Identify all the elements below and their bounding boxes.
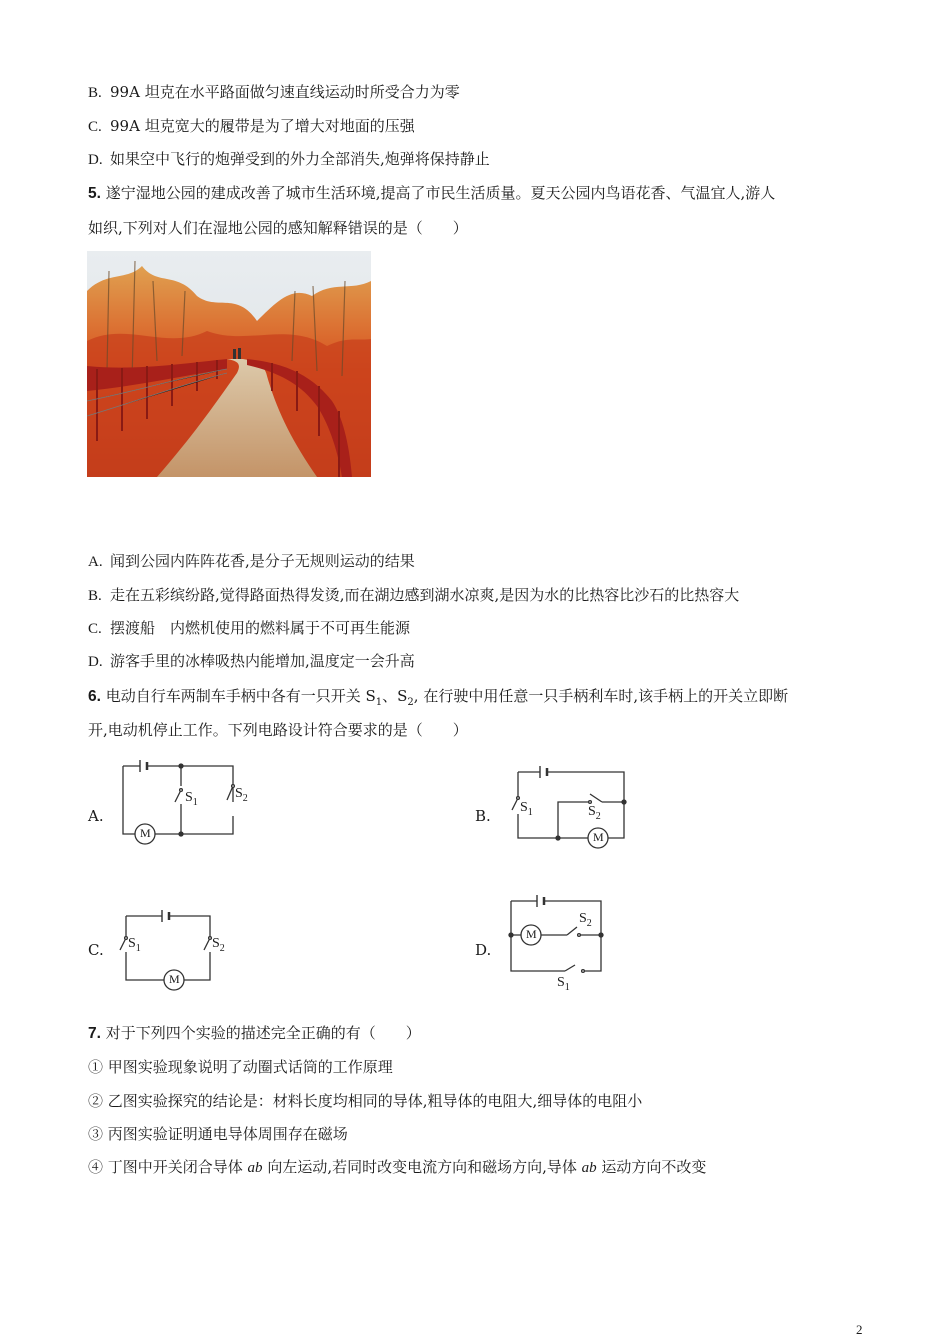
circuit-c <box>112 906 236 992</box>
switch-letter: S <box>212 936 220 951</box>
item-text: ④ 丁图中开关闭合导体 <box>88 1158 248 1176</box>
question-number: 5. <box>88 185 101 202</box>
motor-symbol: M <box>526 927 537 941</box>
subscript: 2 <box>219 942 225 954</box>
question-text: 开,电动机停止工作。下列电路设计符合要求的是（ ） <box>88 721 468 739</box>
option-letter: B. <box>88 85 102 101</box>
circuit-d <box>505 893 611 995</box>
option-letter: D. <box>88 654 103 670</box>
q7-item-1: ① 甲图实验现象说明了动圈式话筒的工作原理 <box>88 1058 393 1076</box>
q7-stem <box>88 1023 421 1044</box>
switch-s2-label <box>235 786 248 804</box>
switch-s1-label <box>185 790 198 808</box>
circuit-option-b-letter: B. <box>475 807 491 825</box>
question-text: 电动自行车两制车手柄中各有一只开关 S <box>105 687 376 705</box>
switch-letter: S <box>520 800 528 815</box>
q5-stem-line1 <box>88 183 775 204</box>
question-text: , 在行驶中用任意一只手柄利车时,该手柄上的开关立即断 <box>413 687 789 705</box>
option-text: 摆渡船 内燃机使用的燃料属于不可再生能源 <box>110 619 411 637</box>
q7-item-4 <box>88 1157 706 1178</box>
option-text: 闻到公园内阵阵花香,是分子无规则运动的结果 <box>110 552 415 570</box>
question-text: 遂宁湿地公园的建成改善了城市生活环境,提高了市民生活质量。夏天公园内鸟语花香、气温宜人,游人 <box>105 184 776 202</box>
motor-symbol: M <box>140 826 151 840</box>
subscript: 2 <box>586 917 592 929</box>
switch-s1-label <box>557 975 570 993</box>
q4-option-c <box>88 116 415 137</box>
subscript: 1 <box>192 796 198 808</box>
option-text: 99A 坦克在水平路面做匀速直线运动时所受合力为零 <box>110 83 460 101</box>
subscript: 1 <box>564 981 570 993</box>
motor-symbol: M <box>169 972 180 986</box>
circuit-option-a-letter: A. <box>88 807 104 825</box>
switch-letter: S <box>128 936 136 951</box>
switch-s1-label <box>128 936 141 954</box>
option-letter: D. <box>88 152 103 168</box>
circuit-option-d-letter: D. <box>475 941 492 959</box>
option-letter: C. <box>88 621 102 637</box>
switch-letter: S <box>579 911 587 926</box>
wetland-park-photo <box>87 251 371 477</box>
option-text: 99A 坦克宽大的履带是为了增大对地面的压强 <box>110 117 415 135</box>
q5-option-b <box>88 585 739 606</box>
q5-stem-line2 <box>88 218 468 238</box>
q7-item-3: ③ 丙图实验证明通电导体周围存在磁场 <box>88 1125 348 1143</box>
option-text: 如果空中飞行的炮弹受到的外力全部消失,炮弹将保持静止 <box>110 150 490 168</box>
circuit-a <box>115 758 255 850</box>
option-letter: A. <box>88 554 103 570</box>
circuit-option-c-letter: C. <box>88 941 104 959</box>
subscript: 1 <box>135 942 141 954</box>
item-text: 向左运动,若同时改变电流方向和磁场方向,导体 <box>262 1158 582 1176</box>
subscript: 1 <box>527 806 533 818</box>
question-number: 6. <box>88 688 101 705</box>
switch-s2-label <box>212 936 225 954</box>
q6-stem-line1 <box>88 686 788 713</box>
q5-option-a <box>88 551 415 572</box>
q5-option-d <box>88 651 415 672</box>
option-text: 走在五彩缤纷路,觉得路面热得发烫,而在湖边感到湖水凉爽,是因为水的比热容比沙石的比热容大 <box>110 586 740 604</box>
subscript: 2 <box>595 810 601 822</box>
switch-letter: S <box>557 975 565 990</box>
option-letter: C. <box>88 119 102 135</box>
switch-s2-label <box>579 911 592 929</box>
question-text: 对于下列四个实验的描述完全正确的有（ ） <box>105 1024 421 1042</box>
circuit-b <box>508 764 632 854</box>
q6-stem-line2 <box>88 720 468 740</box>
item-text: 运动方向不改变 <box>596 1158 707 1176</box>
q4-option-d <box>88 149 490 170</box>
motor-symbol: M <box>593 830 604 844</box>
page-number: 2 <box>856 1322 863 1337</box>
question-number: 7. <box>88 1025 101 1042</box>
conductor-label: ab <box>581 1160 597 1176</box>
question-text: 、S <box>382 687 408 705</box>
q5-option-c <box>88 618 410 639</box>
option-text: 游客手里的冰棒吸热内能增加,温度定一会升高 <box>110 652 415 670</box>
conductor-label: ab <box>247 1160 263 1176</box>
q4-option-b <box>88 82 460 103</box>
switch-letter: S <box>235 786 243 801</box>
switch-letter: S <box>588 804 596 819</box>
subscript: 2 <box>242 792 248 804</box>
question-text: 如织,下列对人们在湿地公园的感知解释错误的是（ ） <box>88 219 468 237</box>
option-letter: B. <box>88 588 102 604</box>
switch-s1-label <box>520 800 533 818</box>
q7-item-2: ② 乙图实验探究的结论是：材料长度均相同的导体,粗导体的电阻大,细导体的电阻小 <box>88 1092 643 1110</box>
subscript: 1 <box>375 697 383 708</box>
switch-letter: S <box>185 790 193 805</box>
switch-s2-label <box>588 804 601 822</box>
subscript: 2 <box>407 697 414 708</box>
